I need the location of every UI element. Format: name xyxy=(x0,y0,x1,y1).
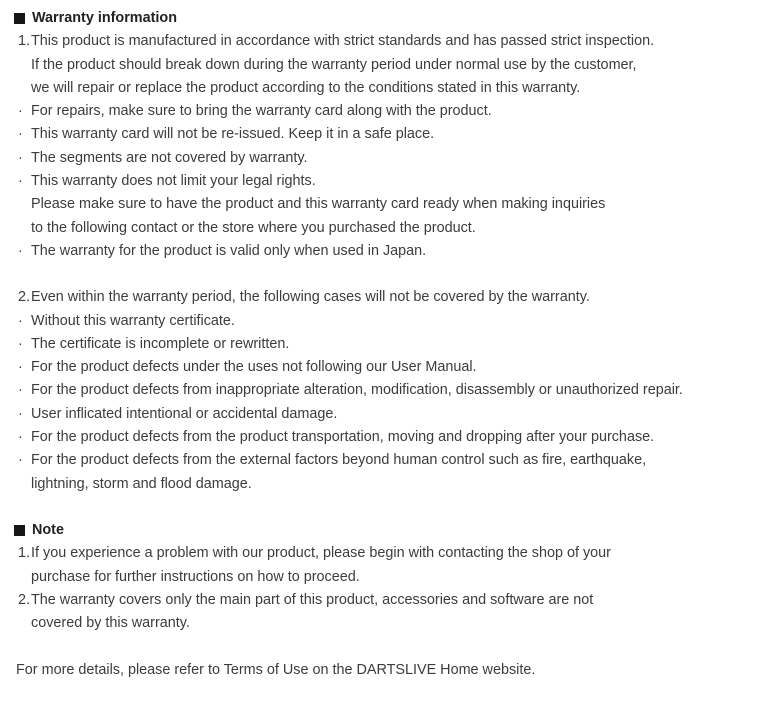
item-text xyxy=(31,589,749,636)
section-title: Note xyxy=(32,521,64,538)
item-marker: 1. xyxy=(18,545,31,562)
item-text xyxy=(31,147,749,170)
item-text xyxy=(31,100,749,123)
black-square-icon xyxy=(14,525,25,536)
item-text xyxy=(31,356,749,379)
item-line: Please make sure to have the product and this warranty card ready when making inquiries xyxy=(31,196,606,213)
item-text xyxy=(31,123,749,146)
warranty-section xyxy=(14,7,749,496)
item-line: The segments are not covered by warranty. xyxy=(31,149,308,166)
list-item xyxy=(14,379,749,402)
item-text xyxy=(31,449,749,496)
item-marker: · xyxy=(18,405,23,422)
item-marker: · xyxy=(18,242,23,259)
section-header-warranty xyxy=(14,7,749,30)
item-text xyxy=(31,426,749,449)
item-text xyxy=(31,403,749,426)
item-text xyxy=(31,286,749,309)
item-line: lightning, storm and flood damage. xyxy=(31,475,252,492)
item-marker: · xyxy=(18,126,23,143)
list-item xyxy=(14,286,749,309)
list-item xyxy=(14,123,749,146)
item-line: to the following contact or the store where you purchased the product. xyxy=(31,219,476,236)
item-marker: · xyxy=(18,149,23,166)
list-item xyxy=(14,449,749,496)
item-marker: · xyxy=(18,429,23,446)
item-marker: 2. xyxy=(18,289,31,306)
item-line: we will repair or replace the product according to the conditions stated in this warranty. xyxy=(31,79,581,96)
item-text xyxy=(31,310,749,333)
item-line: purchase for further instructions on how to proceed. xyxy=(31,568,360,585)
item-text xyxy=(31,170,749,240)
item-line: Without this warranty certificate. xyxy=(31,312,235,329)
item-line: If the product should break down during the warranty period under normal use by the customer, xyxy=(31,56,637,73)
item-line: For the product defects from the product transportation, moving and dropping after your purchase. xyxy=(31,429,655,446)
list-item xyxy=(14,100,749,123)
item-text xyxy=(31,30,749,100)
list-item xyxy=(14,333,749,356)
list-item xyxy=(14,147,749,170)
list-item xyxy=(14,240,749,263)
item-marker: · xyxy=(18,335,23,352)
item-line: This product is manufactured in accordance with strict standards and has passed strict inspection. xyxy=(31,33,655,50)
item-marker: 1. xyxy=(18,33,31,50)
item-text xyxy=(31,542,749,589)
item-marker: 2. xyxy=(18,591,31,608)
item-text xyxy=(31,379,749,402)
footer-note: For more details, please refer to Terms of Use on the DARTSLIVE Home website. xyxy=(16,662,536,679)
item-marker: · xyxy=(18,382,23,399)
list-item xyxy=(14,589,749,636)
item-line: Even within the warranty period, the following cases will not be covered by the warranty. xyxy=(31,289,590,306)
list-item xyxy=(14,426,749,449)
black-square-icon xyxy=(14,13,25,24)
item-text xyxy=(31,240,749,263)
item-line: This warranty card will not be re-issued. Keep it in a safe place. xyxy=(31,126,435,143)
item-line: If you experience a problem with our product, please begin with contacting the shop of your xyxy=(31,545,611,562)
item-line: The warranty covers only the main part of this product, accessories and software are not xyxy=(31,591,594,608)
list-item xyxy=(14,542,749,589)
list-item xyxy=(14,356,749,379)
item-line: For the product defects from the external factors beyond human control such as fire, earthquake, xyxy=(31,452,647,469)
item-line: This warranty does not limit your legal rights. xyxy=(31,173,316,190)
item-line: For repairs, make sure to bring the warranty card along with the product. xyxy=(31,103,492,120)
item-line: User inflicated intentional or accidental damage. xyxy=(31,405,338,422)
list-item xyxy=(14,403,749,426)
item-marker: · xyxy=(18,103,23,120)
list-item xyxy=(14,170,749,240)
item-marker: · xyxy=(18,173,23,190)
section-title: Warranty information xyxy=(32,10,177,26)
item-marker: · xyxy=(18,452,23,469)
item-marker: · xyxy=(18,359,23,376)
note-section xyxy=(14,519,749,635)
section-header-note xyxy=(14,519,749,542)
item-text xyxy=(31,333,749,356)
item-line: The warranty for the product is valid only when used in Japan. xyxy=(31,242,427,259)
list-item xyxy=(14,310,749,333)
item-line: covered by this warranty. xyxy=(31,615,190,632)
item-marker: · xyxy=(18,312,23,329)
item-line: The certificate is incomplete or rewritten. xyxy=(31,335,290,352)
item-line: For the product defects from inappropriate alteration, modification, disassembly or unauthorized repair. xyxy=(31,382,683,399)
list-item xyxy=(14,30,749,100)
item-line: For the product defects under the uses not following our User Manual. xyxy=(31,359,477,376)
